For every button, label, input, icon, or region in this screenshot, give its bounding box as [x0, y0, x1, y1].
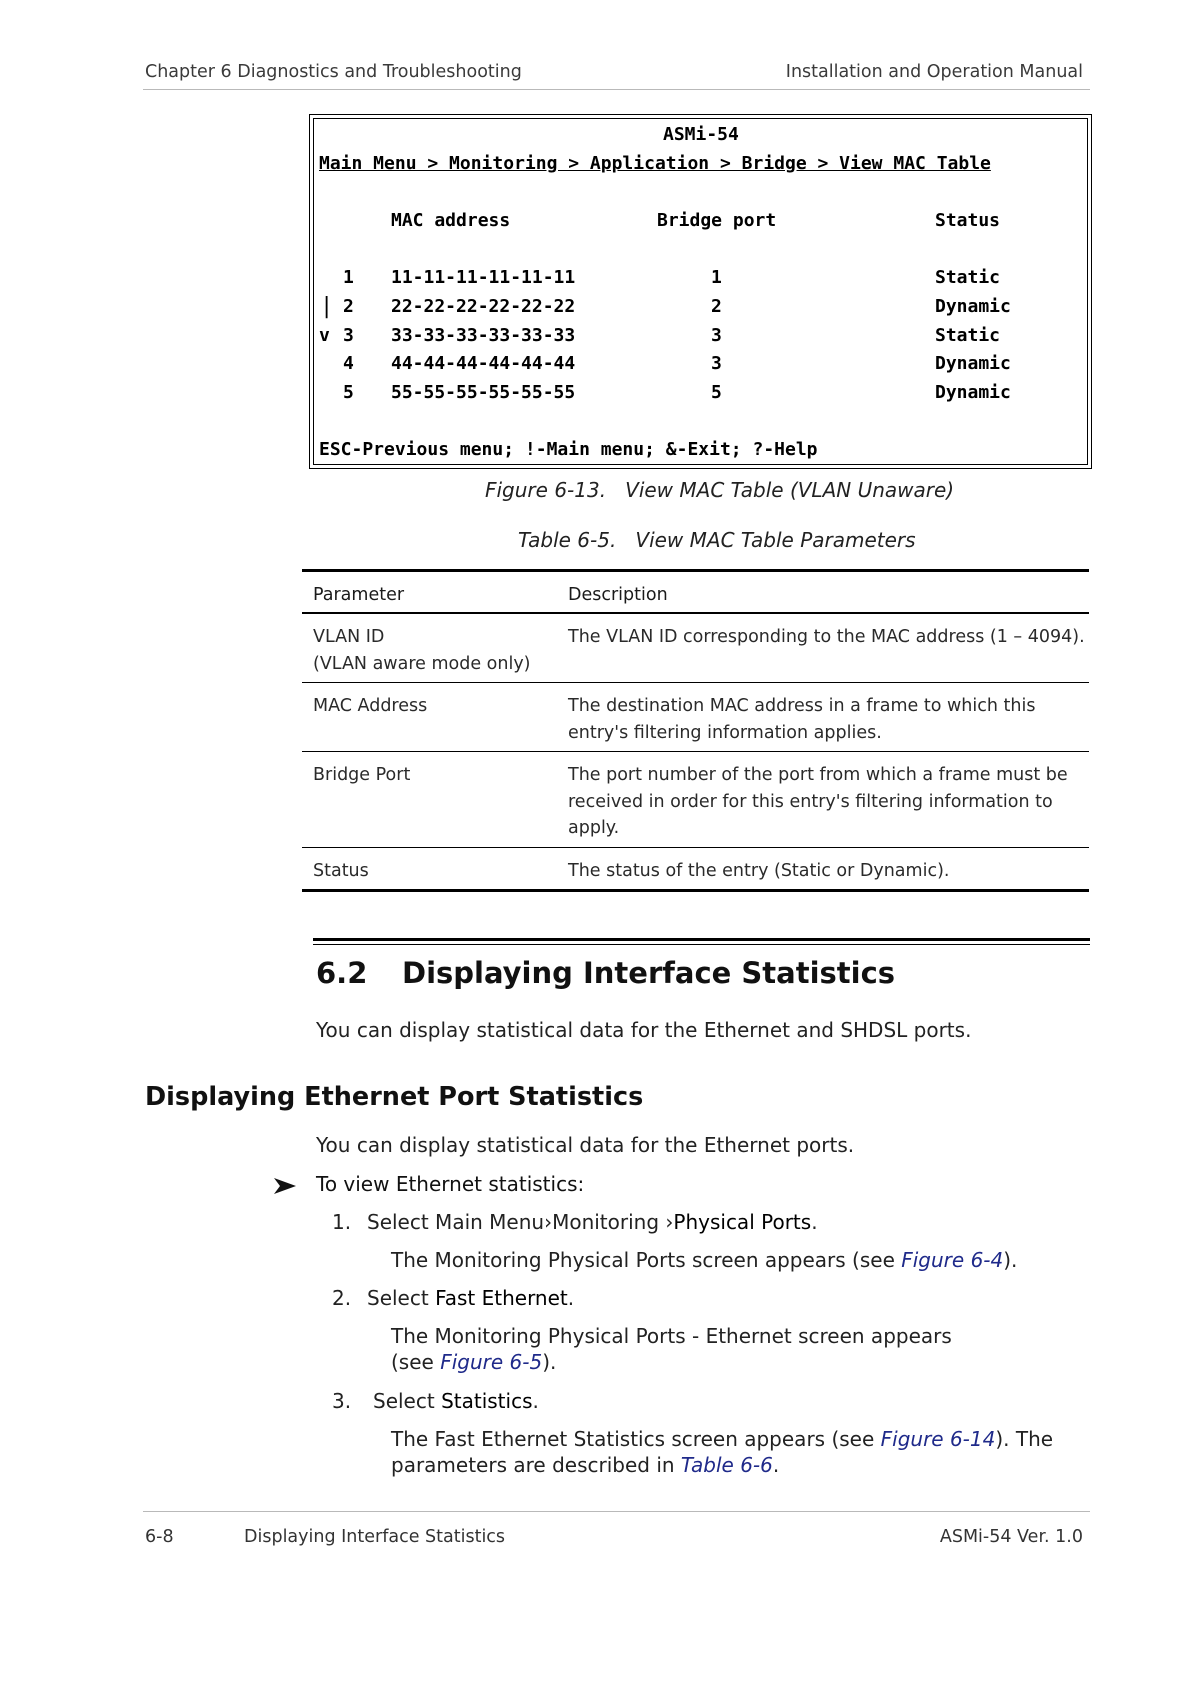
step-3-number: 3.	[332, 1389, 352, 1413]
param-description: The destination MAC address in a frame to which this entry's filtering information applies.	[557, 683, 1089, 752]
row-4-status: Dynamic	[935, 353, 1011, 374]
row-5-mac[interactable]: 55-55-55-55-55-55	[391, 382, 576, 403]
column-status: Status	[935, 210, 1001, 231]
table-header-row	[302, 571, 1089, 614]
step-3-result-cont: parameters are described in Table 6-6.	[391, 1453, 780, 1477]
header-description: Description	[557, 571, 1089, 614]
row-5-status: Dynamic	[935, 382, 1011, 403]
subsection-intro: You can display statistical data for the Ethernet ports.	[316, 1133, 855, 1157]
param-description: The port number of the port from which a frame must be received in order for this entry's filtering information to apply.	[557, 752, 1089, 848]
row-3-index[interactable]: 3	[343, 325, 354, 346]
table-row	[302, 752, 1089, 848]
figure-6-4-link[interactable]: Figure 6-4	[901, 1248, 1004, 1272]
terminal-inner-frame	[313, 118, 1088, 465]
row-5-index[interactable]: 5	[343, 382, 354, 403]
subsection-heading: Displaying Ethernet Port Statistics	[145, 1082, 644, 1112]
row-3-mac[interactable]: 33-33-33-33-33-33	[391, 325, 576, 346]
footer-page-number: 6-8	[145, 1527, 174, 1547]
section-intro: You can display statistical data for the Ethernet and SHDSL ports.	[316, 1018, 972, 1042]
table-row	[302, 613, 1089, 683]
parameter-table	[302, 569, 1089, 892]
chevron-right-icon: ›	[665, 1210, 674, 1234]
figure-caption: Figure 6-13. View MAC Table (VLAN Unaware)	[485, 478, 955, 502]
row-1-status: Static	[935, 267, 1001, 288]
param-name: Status	[302, 847, 557, 891]
section-number: 6.2	[316, 956, 368, 990]
param-name: Bridge Port	[302, 752, 557, 848]
terminal-title: ASMi-54	[663, 124, 739, 145]
step-2-instruction: Select Fast Ethernet.	[367, 1286, 575, 1310]
terminal-help-line: ESC-Previous menu; !-Main menu; &-Exit; ?-Help	[319, 439, 818, 460]
table-row	[302, 847, 1089, 891]
step-1-result: The Monitoring Physical Ports screen appears (see Figure 6-4).	[391, 1248, 1018, 1272]
table-6-6-link[interactable]: Table 6-6	[680, 1453, 773, 1477]
param-note: (VLAN aware mode only)	[313, 653, 531, 674]
row-1-port: 1	[711, 267, 722, 288]
step-3-menu-item: Statistics	[441, 1389, 533, 1413]
terminal-breadcrumb: Main Menu > Monitoring > Application > Bridge > View MAC Table	[319, 153, 991, 174]
figure-6-5-link[interactable]: Figure 6-5	[440, 1350, 543, 1374]
column-mac-address: MAC address	[391, 210, 511, 231]
row-1-mac[interactable]: 11-11-11-11-11-11	[391, 267, 576, 288]
scroll-down-indicator: v	[319, 325, 330, 346]
param-name: VLAN ID	[313, 627, 385, 647]
row-4-index[interactable]: 4	[343, 353, 354, 374]
chevron-right-icon: ›	[544, 1210, 553, 1234]
footer-product: ASMi-54 Ver. 1.0	[939, 1527, 1083, 1547]
param-description: The VLAN ID corresponding to the MAC address (1 – 4094).	[557, 613, 1089, 683]
row-3-status: Static	[935, 325, 1001, 346]
step-2-number: 2.	[332, 1286, 352, 1310]
footer-section: Displaying Interface Statistics	[244, 1527, 506, 1547]
step-2-menu-item: Fast Ethernet	[435, 1286, 568, 1310]
row-2-mac[interactable]: 22-22-22-22-22-22	[391, 296, 576, 317]
step-2-result: The Monitoring Physical Ports - Ethernet screen appears	[391, 1324, 952, 1348]
header-parameter: Parameter	[302, 571, 557, 614]
row-3-port: 3	[711, 325, 722, 346]
arrow-bullet-icon	[274, 1178, 296, 1194]
table-row	[302, 683, 1089, 752]
step-1-number: 1.	[332, 1210, 352, 1234]
step-2-result-cont: (see Figure 6-5).	[391, 1350, 557, 1374]
row-1-index[interactable]: 1	[343, 267, 354, 288]
section-heading	[316, 956, 895, 990]
row-2-index[interactable]: 2	[343, 296, 354, 317]
step-3-result: The Fast Ethernet Statistics screen appears (see Figure 6-14). The	[391, 1427, 1054, 1451]
procedure-title: To view Ethernet statistics:	[316, 1172, 585, 1196]
row-4-port: 3	[711, 353, 722, 374]
section-rule-thin	[313, 944, 1090, 945]
row-2-port: 2	[711, 296, 722, 317]
footer-rule	[143, 1511, 1090, 1512]
table-caption: Table 6-5. View MAC Table Parameters	[518, 528, 916, 552]
terminal-screen	[309, 114, 1092, 469]
section-rule	[313, 938, 1090, 941]
param-description: The status of the entry (Static or Dynamic).	[557, 847, 1089, 891]
row-5-port: 5	[711, 382, 722, 403]
column-bridge-port: Bridge port	[657, 210, 777, 231]
header-rule	[143, 89, 1090, 90]
figure-6-14-link[interactable]: Figure 6-14	[880, 1427, 996, 1451]
param-name: MAC Address	[302, 683, 557, 752]
step-3-instruction: Select Statistics.	[373, 1389, 539, 1413]
header-chapter: Chapter 6 Diagnostics and Troubleshooting	[145, 62, 522, 82]
step-1-instruction: Select Main Menu›Monitoring ›Physical Ports.	[367, 1210, 818, 1234]
scroll-bar-indicator: |	[320, 294, 334, 319]
header-manual-title: Installation and Operation Manual	[785, 62, 1083, 82]
section-title: Displaying Interface Statistics	[402, 956, 896, 990]
row-2-status: Dynamic	[935, 296, 1011, 317]
row-4-mac[interactable]: 44-44-44-44-44-44	[391, 353, 576, 374]
step-1-menu-item: Physical Ports	[673, 1210, 812, 1234]
